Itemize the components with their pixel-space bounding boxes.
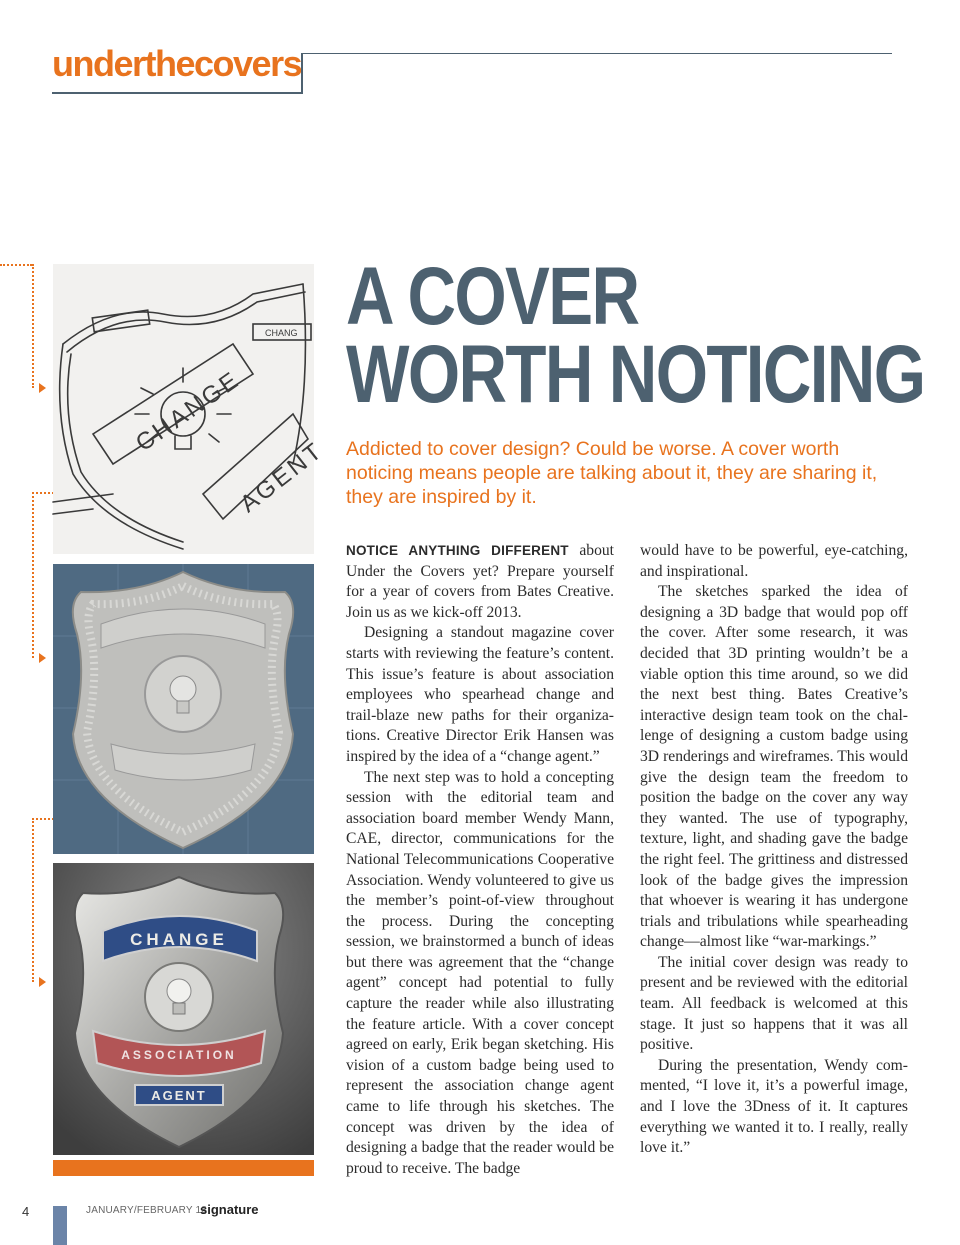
badge-sketch-image (53, 264, 329, 554)
article-column-2 (640, 541, 908, 1159)
body-paragraph: During the presentation, Wendy commented, “I love it, it’s a powerful image, and I love the 3Dness of it. It captures everything we wanted it to. I really, really love it.” (640, 1056, 908, 1157)
section-title (52, 40, 301, 88)
body-paragraph: The next step was to hold a concepting session with the editorial team and association board member Wendy Mann, CAE, director, communications for the National Telecommunications Cooperative Association. Wendy volunteered to give us the member’s point-of-view throughout the process. During the concepting session, we brainstormed a bunch of ideas but there was agreement that the “change agent” concept had potential to fully capture the reader while also illustrating the feature article. With a cover concept agreed on early, Erik began sketching. His vision of a custom badge being used to represent the association change agent came to life through his sketches. The concept was driven by the idea of designing a badge that the reader would be proud to receive. The badge (346, 768, 614, 1177)
arrow-icon (39, 977, 46, 987)
sketch-word-chang-note: CHANG (265, 328, 298, 338)
connector-line-1-v (32, 264, 34, 388)
header-rule-bottom (52, 92, 303, 94)
body-paragraph (346, 541, 614, 623)
connector-line-2 (32, 492, 54, 494)
headline-line-1: A COVER (346, 251, 639, 342)
article-column-1 (346, 541, 614, 1179)
paragraph-text: about Under the Covers yet? Prepare yourself for a year of covers from Bates Creative. Join us as we kick-off 2013. (346, 542, 614, 621)
article-deck: Addicted to cover design? Could be worse. A cover worth noticing means people are talking about it, they are sharing it, they are inspired by it. (346, 438, 878, 508)
lead-in: NOTICE ANYTHING DIFFERENT (346, 543, 569, 558)
section-title-part2: covers (194, 43, 302, 84)
folio-bar (53, 1206, 67, 1245)
connector-line-2-v (32, 492, 34, 658)
headline-line-2: WORTH NOTICING (346, 329, 925, 420)
body-paragraph: would have to be powerful, eye-catching, and inspirational. (640, 542, 908, 580)
header-rule-vertical (301, 53, 303, 94)
image-footer-bar (53, 1160, 314, 1176)
body-paragraph: Designing a standout magazine cover starts with reviewing the feature’s content. This issue’s feature is about association employees who spearhead change and trail-blaze new paths for their organizations. Creative Director Erik Hansen was inspired by the idea of a “change agent.” (346, 624, 614, 765)
arrow-icon (39, 653, 46, 663)
connector-line-1 (0, 264, 32, 266)
badge-word-association: ASSOCIATION (121, 1048, 237, 1062)
body-paragraph: The sketches sparked the idea of designing a 3D badge that would pop off the cover. After some research, it was decided that 3D printing wouldn’t be a viable option this time around, so we did the next best thing. Bates Creative’s interactive design team took on the challenge of designing a custom badge using 3D renderings and wireframes. This would give the design team the freedom to position the badge on the cover any way they wanted. The use of typography, texture, light, and shading gave the badge the right feel. The grittiness and distressed look of the badge gives the impression that whoever is wearing it has undergone trials and tribulations while spearheading change—almost like “war-markings.” (640, 583, 908, 951)
magazine-name: signature (200, 1202, 259, 1217)
connector-line-3 (32, 818, 54, 820)
sketch-word-agent: AGENT (235, 436, 329, 519)
badge-3d-render-image (53, 564, 314, 854)
article-headline (346, 251, 925, 420)
badge-word-change: CHANGE (130, 930, 228, 949)
connector-line-3-v (32, 818, 34, 982)
issue-date: JANUARY/FEBRUARY 13 (86, 1205, 208, 1216)
badge-word-agent: AGENT (151, 1088, 207, 1103)
sketch-word-change: CHANGE (130, 365, 246, 458)
page-number: 4 (22, 1204, 30, 1219)
body-paragraph: The initial cover design was ready to present and be reviewed with the editorial team. All feedback is welcomed at this stage. It just so happens that it was all positive. (640, 953, 908, 1054)
badge-final-image (53, 863, 314, 1155)
arrow-icon (39, 383, 46, 393)
section-title-part1: underthe (52, 43, 195, 84)
header-rule-top (301, 53, 892, 54)
